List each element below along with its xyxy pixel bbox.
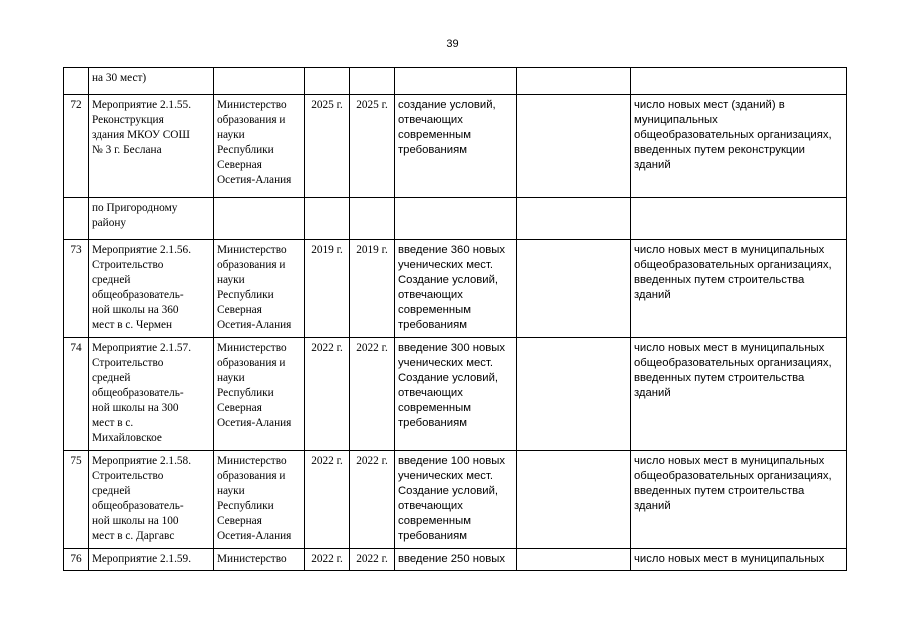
cell-empty <box>517 68 631 95</box>
cell-number: 74 <box>64 338 89 451</box>
cell-indicator: число новых мест в муниципальных общеобразовательных организациях, введенных путем строительства зданий <box>631 338 847 451</box>
cell-measure-name: Мероприятие 2.1.57. Строительство средней общеобразователь- ной школы на 300 мест в с. Михайловское <box>89 338 214 451</box>
cell-number: 72 <box>64 95 89 198</box>
cell-end-year <box>350 198 395 240</box>
cell-expected-result: создание условий, отвечающих современным требованиям <box>395 95 517 198</box>
cell-end-year: 2019 г. <box>350 240 395 338</box>
cell-empty <box>517 549 631 571</box>
page-number: 39 <box>446 38 459 50</box>
cell-number: 73 <box>64 240 89 338</box>
measures-table <box>63 67 847 571</box>
cell-expected-result <box>395 68 517 95</box>
cell-executor: Министерство образования и науки Республики Северная Осетия-Алания <box>214 95 305 198</box>
cell-start-year <box>305 68 350 95</box>
table-row <box>64 240 847 338</box>
cell-indicator: число новых мест в муниципальных общеобразовательных организациях, введенных путем строительства зданий <box>631 451 847 549</box>
cell-measure-name: Мероприятие 2.1.58. Строительство средней общеобразователь- ной школы на 100 мест в с. Даргавс <box>89 451 214 549</box>
table-row <box>64 68 847 95</box>
cell-start-year: 2022 г. <box>305 549 350 571</box>
cell-number: 75 <box>64 451 89 549</box>
table-row <box>64 95 847 198</box>
cell-number <box>64 198 89 240</box>
cell-measure-name: по Пригородному району <box>89 198 214 240</box>
cell-measure-name: Мероприятие 2.1.56. Строительство средней общеобразователь- ной школы на 360 мест в с. Чермен <box>89 240 214 338</box>
cell-indicator: число новых мест в муниципальных <box>631 549 847 571</box>
table-row <box>64 451 847 549</box>
cell-executor <box>214 68 305 95</box>
table-row <box>64 338 847 451</box>
cell-indicator: число новых мест в муниципальных общеобразовательных организациях, введенных путем строительства зданий <box>631 240 847 338</box>
cell-start-year <box>305 198 350 240</box>
cell-empty <box>517 451 631 549</box>
cell-expected-result: введение 300 новых ученических мест. Создание условий, отвечающих современным требованиям <box>395 338 517 451</box>
cell-empty <box>517 198 631 240</box>
cell-indicator <box>631 68 847 95</box>
cell-executor <box>214 198 305 240</box>
cell-measure-name: Мероприятие 2.1.55. Реконструкция здания МКОУ СОШ № 3 г. Беслана <box>89 95 214 198</box>
cell-end-year: 2022 г. <box>350 549 395 571</box>
cell-end-year: 2022 г. <box>350 451 395 549</box>
cell-expected-result: введение 100 новых ученических мест. Создание условий, отвечающих современным требованиям <box>395 451 517 549</box>
cell-start-year: 2022 г. <box>305 338 350 451</box>
cell-indicator: число новых мест (зданий) в муниципальных общеобразовательных организациях, введенных путем реконструкции зданий <box>631 95 847 198</box>
cell-executor: Министерство образования и науки Республики Северная Осетия-Алания <box>214 338 305 451</box>
cell-executor: Министерство образования и науки Республики Северная Осетия-Алания <box>214 240 305 338</box>
cell-empty <box>517 95 631 198</box>
cell-end-year <box>350 68 395 95</box>
cell-measure-name: Мероприятие 2.1.59. <box>89 549 214 571</box>
cell-expected-result: введение 250 новых <box>395 549 517 571</box>
table-row <box>64 198 847 240</box>
cell-start-year: 2025 г. <box>305 95 350 198</box>
cell-executor: Министерство образования и науки Республики Северная Осетия-Алания <box>214 451 305 549</box>
cell-executor: Министерство <box>214 549 305 571</box>
cell-empty <box>517 240 631 338</box>
cell-empty <box>517 338 631 451</box>
cell-expected-result: введение 360 новых ученических мест. Создание условий, отвечающих современным требованиям <box>395 240 517 338</box>
cell-start-year: 2019 г. <box>305 240 350 338</box>
cell-number <box>64 68 89 95</box>
cell-end-year: 2022 г. <box>350 338 395 451</box>
cell-start-year: 2022 г. <box>305 451 350 549</box>
cell-measure-name: на 30 мест) <box>89 68 214 95</box>
cell-expected-result <box>395 198 517 240</box>
cell-indicator <box>631 198 847 240</box>
table-row <box>64 549 847 571</box>
table-body <box>64 68 847 571</box>
cell-number: 76 <box>64 549 89 571</box>
cell-end-year: 2025 г. <box>350 95 395 198</box>
